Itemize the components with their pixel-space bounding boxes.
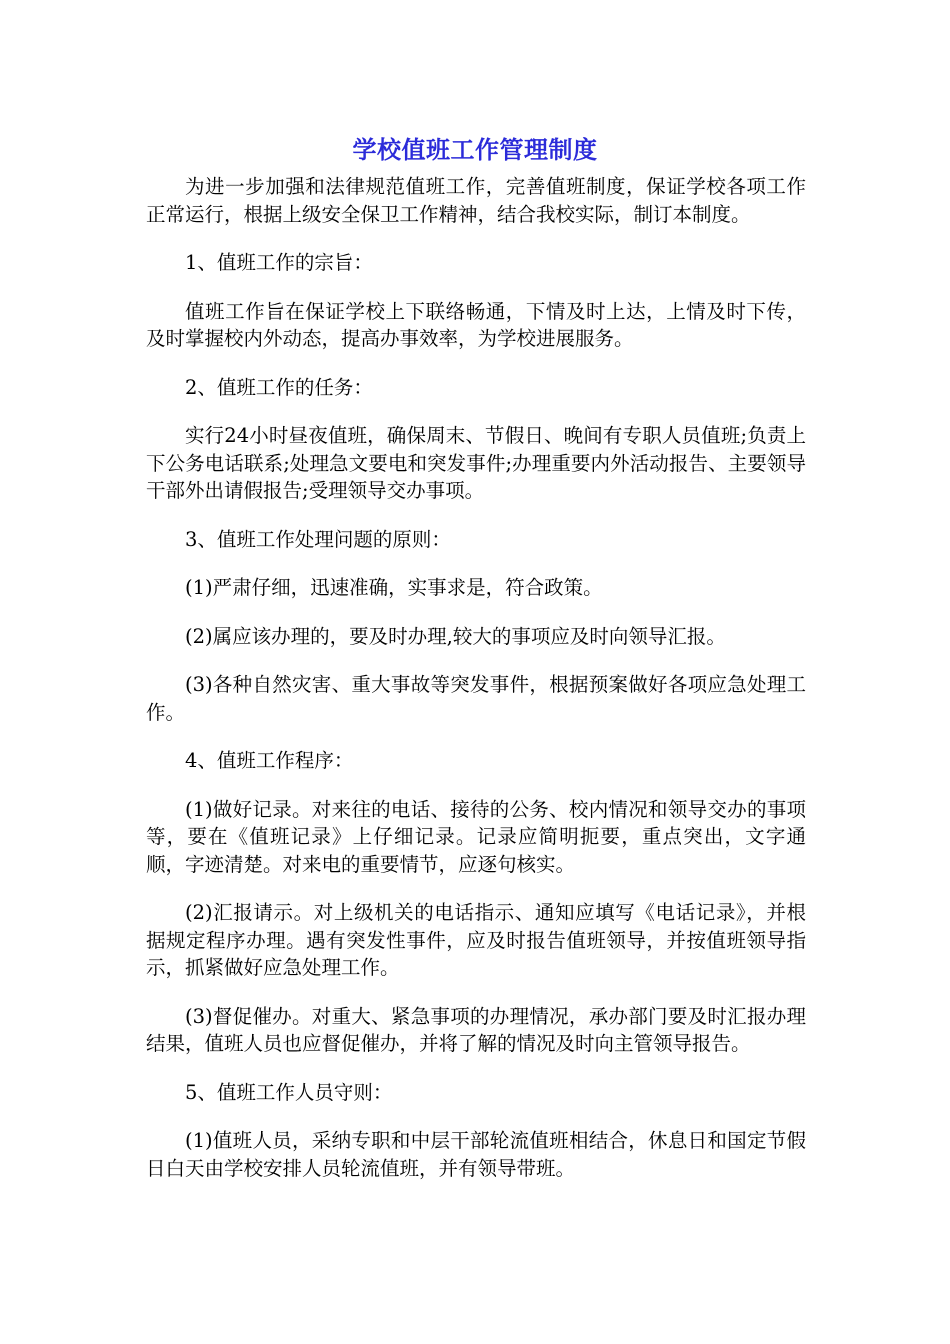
principle-item-3: (3)各种自然灾害、重大事故等突发事件，根据预案做好各项应急处理工作。 [146,673,806,724]
procedure-item-1: (1)做好记录。对来往的电话、接待的公务、校内情况和领导交办的事项等，要在《值班记录》上仔细记录。记录应简明扼要，重点突出，文字通顺，字迹清楚。对来电的重要情节，应逐句核实。 [146,797,806,876]
paragraph-tasks: 实行24小时昼夜值班，确保周末、节假日、晚间有专职人员值班;负责上下公务电话联系;处理急文要电和突发事件;办理重要内外活动报告、主要领导干部外出请假报告;受理领导交办事项。 [146,424,806,502]
procedure-item-3: (3)督促催办。对重大、紧急事项的办理情况，承办部门要及时汇报办理结果，值班人员也应督促催办，并将了解的情况及时向主管领导报告。 [146,1004,806,1055]
procedure-item-2: (2)汇报请示。对上级机关的电话指示、通知应填写《电话记录》，并根据规定程序办理。遇有突发性事件，应及时报告值班领导，并按值班领导指示，抓紧做好应急处理工作。 [146,901,806,979]
principle-item-1: (1)严肃仔细，迅速准确，实事求是，符合政策。 [185,576,603,599]
section-heading-1: 1、值班工作的宗旨： [185,251,373,274]
section-heading-3: 3、值班工作处理问题的原则： [185,527,451,551]
paragraph-purpose: 值班工作旨在保证学校上下联络畅通，下情及时上达，上情及时下传，及时掌握校内外动态，提高办事效率，为学校进展服务。 [146,299,806,350]
section-heading-4: 4、值班工作程序： [185,749,354,772]
document-body [146,173,806,1203]
principle-item-2: (2)属应该办理的，要及时办理,较大的事项应及时向领导汇报。 [185,624,726,648]
document-title: 学校值班工作管理制度 [352,136,598,164]
section-heading-2: 2、值班工作的任务： [185,375,373,399]
rule-item-1: (1)值班人员，采纳专职和中层干部轮流值班相结合，休息日和国定节假日白天由学校安排人员轮流值班，并有领导带班。 [146,1129,806,1180]
paragraph-intro: 为进一步加强和法律规范值班工作，完善值班制度，保证学校各项工作正常运行，根据上级安全保卫工作精神，结合我校实际，制订本制度。 [146,175,806,226]
section-heading-5: 5、值班工作人员守则： [185,1080,393,1104]
